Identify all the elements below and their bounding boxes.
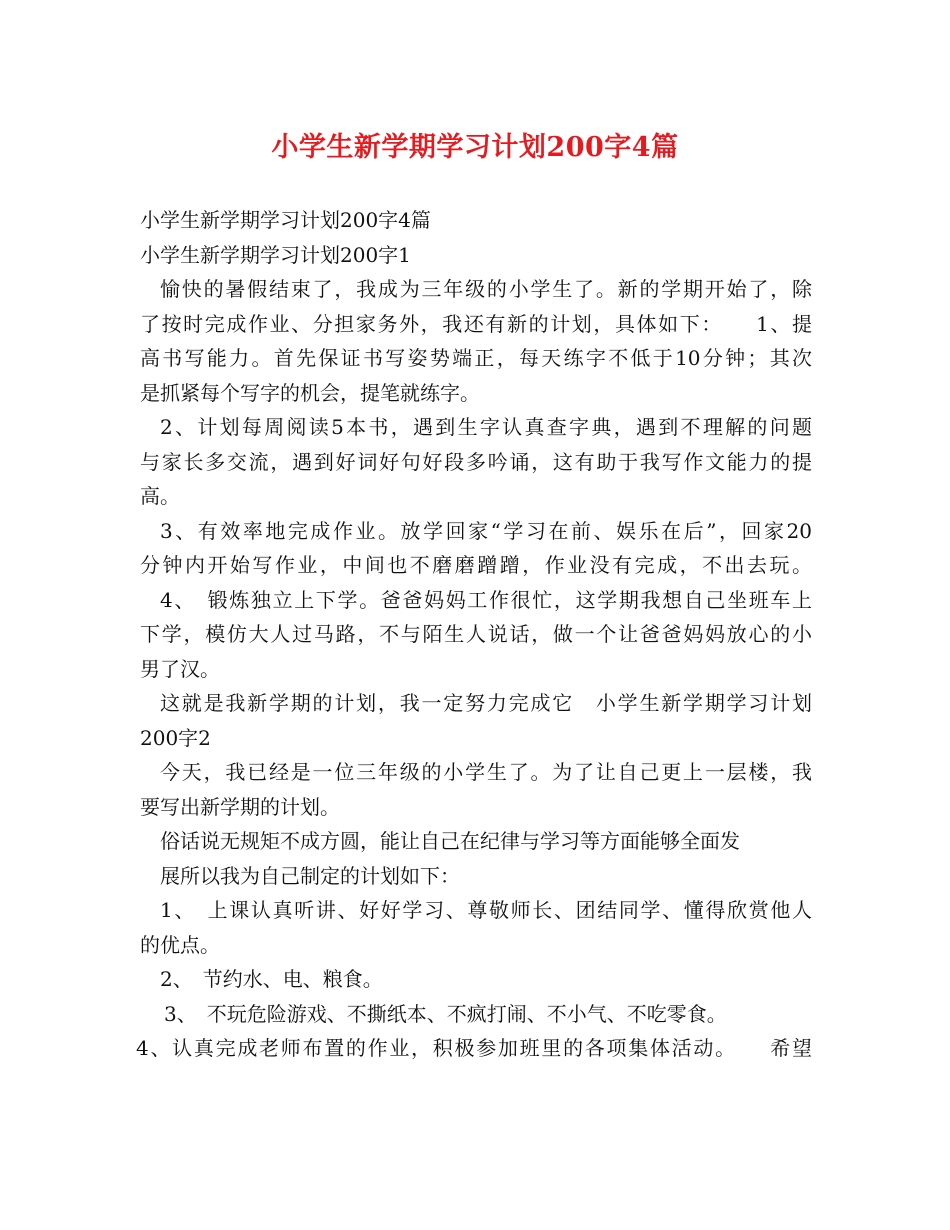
- text-line: 今天，我已经是一位三年级的小学生了。为了让自己更上一层楼，我: [160, 760, 812, 784]
- document-title: 小学生新学期学习计划200字4篇: [271, 132, 679, 163]
- text-line: 4、 锻炼独立上下学。爸爸妈妈工作很忙，这学期我想自己坐班车上: [160, 587, 812, 612]
- text-line: 了按时完成作业、分担家务外，我还有新的计划，具体如下： 1、提: [140, 311, 812, 336]
- text-line: 高书写能力。首先保证书写姿势端正，每天练字不低于10分钟；其次: [140, 346, 812, 370]
- text-line: 男了汉。: [140, 656, 220, 681]
- text-line: 3、有效率地完成作业。放学回家“学习在前、娱乐在后”，回家20: [160, 518, 812, 543]
- text-line: 4、认真完成老师布置的作业，积极参加班里的各项集体活动。 希望: [136, 1036, 812, 1060]
- text-line: 分钟内开始写作业，中间也不磨磨蹭蹭，作业没有完成，不出去玩。: [140, 553, 812, 577]
- text-line: 高。: [140, 484, 180, 508]
- text-line: 的优点。: [140, 932, 220, 957]
- text-line-section-1-heading: 小学生新学期学习计划200字1: [140, 242, 411, 267]
- text-line: 1、 上课认真听讲、好好学习、尊敬师长、团结同学、懂得欣赏他人: [160, 898, 812, 922]
- document-body: [136, 203, 812, 1066]
- text-line: 是抓紧每个写字的机会，提笔就练字。: [140, 380, 480, 405]
- text-line-subtitle: 小学生新学期学习计划200字4篇: [140, 208, 431, 232]
- text-line: 愉快的暑假结束了，我成为三年级的小学生了。新的学期开始了，除: [160, 277, 812, 301]
- text-line: 这就是我新学期的计划，我一定努力完成它 小学生新学期学习计划: [160, 691, 812, 715]
- text-line: 200字2: [140, 725, 211, 750]
- text-line: 3、 不玩危险游戏、不撕纸本、不疯打闹、不小气、不吃零食。: [164, 1001, 727, 1026]
- text-line: 2、计划每周阅读5本书，遇到生字认真查字典，遇到不理解的问题: [160, 415, 812, 439]
- text-line: 俗话说无规矩不成方圆，能让自己在纪律与学习等方面能够全面发: [160, 829, 740, 853]
- text-line: 与家长多交流，遇到好词好句好段多吟诵，这有助于我写作文能力的提: [140, 449, 812, 474]
- text-line: 2、 节约水、电、粮食。: [160, 967, 383, 991]
- text-line: 展所以我为自己制定的计划如下：: [160, 863, 460, 888]
- text-line: 要写出新学期的计划。: [140, 794, 340, 819]
- text-line: 下学，模仿大人过马路，不与陌生人说话，做一个让爸爸妈妈放心的小: [140, 622, 812, 646]
